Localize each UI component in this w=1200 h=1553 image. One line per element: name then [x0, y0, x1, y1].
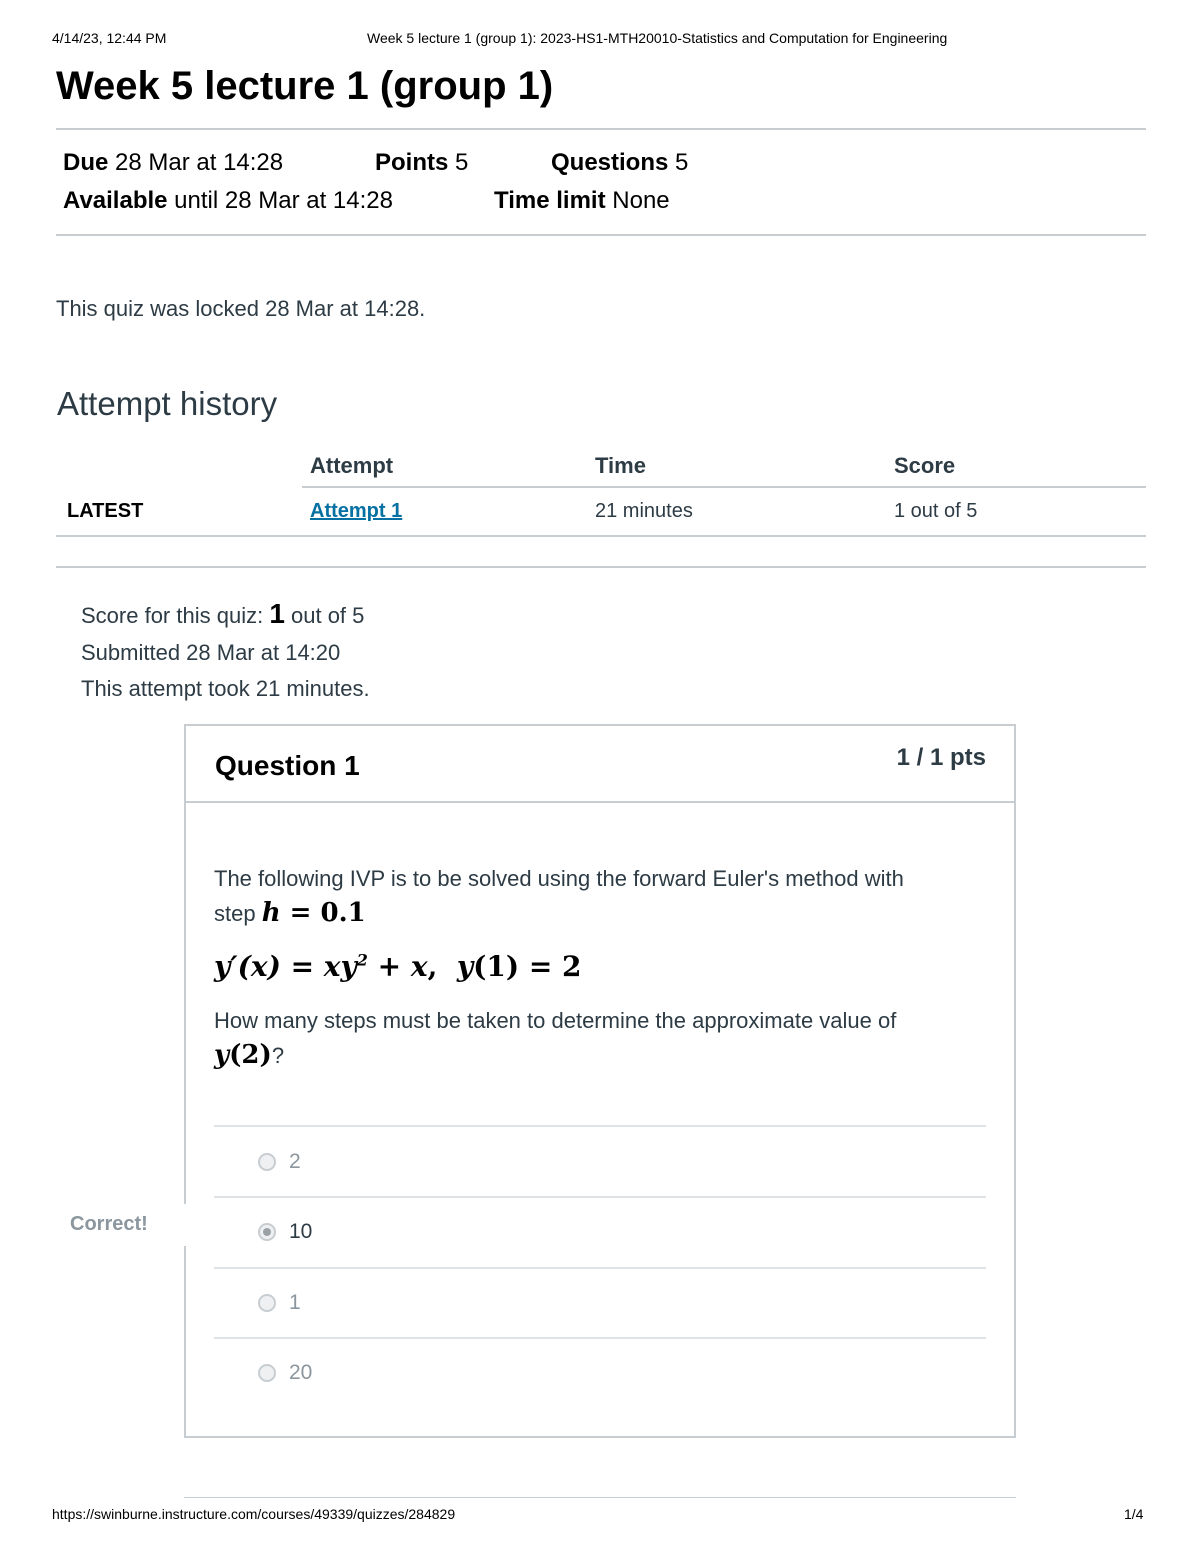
question-step-prefix: step	[214, 901, 262, 926]
footer-divider	[184, 1497, 1016, 1498]
quiz-score	[81, 598, 364, 630]
question-points: 1 / 1 pts	[896, 744, 986, 771]
answer-divider	[214, 1196, 986, 1198]
answer-divider	[214, 1267, 986, 1269]
print-page-number: 1/4	[1124, 1506, 1144, 1522]
print-url: https://swinburne.instructure.com/courses/49339/quizzes/284829	[52, 1506, 456, 1522]
answer-divider	[214, 1337, 986, 1339]
correct-tag-edge	[182, 1204, 186, 1246]
score-value: 1	[269, 598, 285, 629]
column-header-attempt: Attempt	[310, 453, 394, 478]
submitted-time: Submitted 28 Mar at 14:20	[81, 640, 341, 665]
locked-message: This quiz was locked 28 Mar at 14:28.	[56, 296, 426, 321]
target-value-formula: y(2)	[214, 1040, 272, 1070]
answer-label: 1	[289, 1291, 301, 1314]
time-limit-info	[494, 187, 670, 215]
attempt-duration: This attempt took 21 minutes.	[81, 676, 370, 701]
radio-button[interactable]	[258, 1294, 276, 1312]
divider	[56, 128, 1146, 130]
question-header	[186, 726, 1014, 803]
question-text-line2	[214, 898, 366, 928]
page-title: Week 5 lecture 1 (group 1)	[56, 64, 554, 108]
answer-option[interactable]	[258, 1290, 301, 1316]
questions-label: Questions	[551, 149, 669, 176]
available-info	[63, 187, 393, 215]
question-text-line4	[214, 1040, 284, 1070]
score-suffix: out of 5	[284, 603, 365, 628]
attempt-cell	[310, 500, 402, 523]
answer-option[interactable]	[258, 1149, 301, 1175]
due-value: 28 Mar at 14:28	[115, 149, 284, 176]
latest-tag: LATEST	[67, 500, 144, 522]
attempt-history-title: Attempt history	[57, 385, 278, 422]
radio-button[interactable]	[258, 1364, 276, 1382]
column-header-time: Time	[595, 453, 646, 478]
table-row-divider	[56, 535, 1146, 537]
question-text-line3: How many steps must be taken to determine the approximate value of	[214, 1008, 897, 1033]
due-info	[63, 149, 283, 177]
attempt-score: 1 out of 5	[894, 500, 978, 522]
points-value: 5	[455, 149, 469, 176]
question-text-line1: The following IVP is to be solved using the forward Euler's method with	[214, 866, 904, 891]
available-value: until 28 Mar at 14:28	[174, 187, 393, 214]
time-limit-label: Time limit	[494, 187, 606, 214]
question-mark: ?	[271, 1043, 285, 1068]
answer-option[interactable]	[258, 1360, 312, 1386]
step-size-formula: h = 0.1	[261, 898, 366, 928]
column-header-score: Score	[894, 453, 956, 478]
time-limit-value: None	[612, 187, 670, 214]
correct-tag-label: Correct!	[70, 1213, 148, 1235]
available-label: Available	[63, 187, 168, 214]
print-doc-title: Week 5 lecture 1 (group 1): 2023-HS1-MTH20010-Statistics and Computation for Engineering	[367, 30, 948, 46]
table-header-divider	[302, 486, 1146, 488]
divider	[56, 234, 1146, 236]
answer-label: 2	[289, 1150, 301, 1173]
radio-button-selected[interactable]	[258, 1223, 276, 1241]
due-label: Due	[63, 149, 109, 176]
questions-info	[551, 149, 688, 177]
print-datetime: 4/14/23, 12:44 PM	[52, 30, 167, 46]
answer-label: 20	[289, 1361, 313, 1384]
radio-button[interactable]	[258, 1153, 276, 1171]
question-title: Question 1	[215, 750, 360, 781]
answer-option-selected[interactable]	[258, 1219, 312, 1245]
questions-value: 5	[675, 149, 689, 176]
attempt-time: 21 minutes	[595, 500, 693, 522]
question-card	[184, 724, 1016, 1438]
answer-divider	[214, 1125, 986, 1127]
ivp-equation: $y'(x) = xy^2 + x$, y(1) = 2	[214, 950, 582, 983]
answer-label: 10	[289, 1220, 313, 1243]
points-label: Points	[375, 149, 449, 176]
divider	[56, 566, 1146, 568]
correct-answer-tag	[56, 1204, 188, 1246]
points-info	[375, 149, 468, 177]
score-prefix: Score for this quiz:	[81, 603, 270, 628]
attempt-link[interactable]: Attempt 1	[310, 500, 403, 522]
